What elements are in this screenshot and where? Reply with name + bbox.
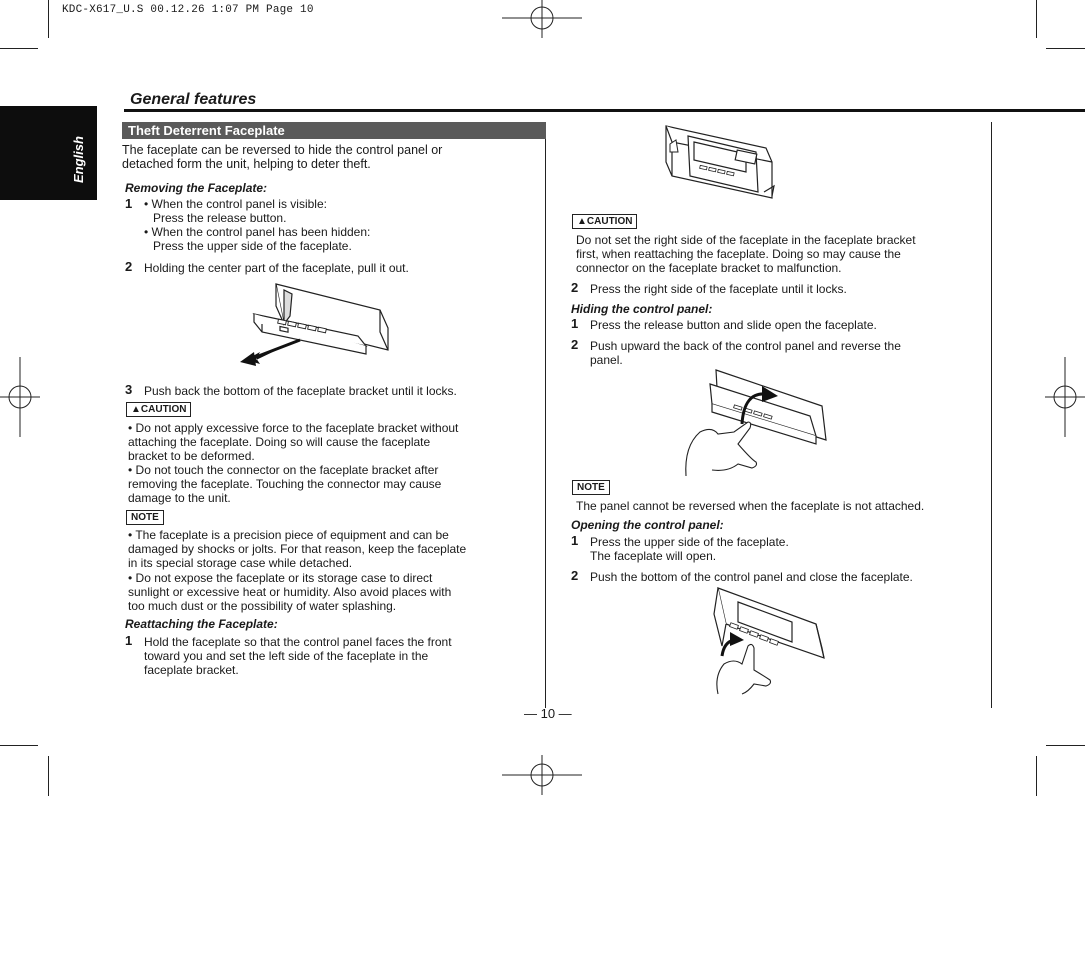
step-number: 2 <box>125 259 133 274</box>
step-text: Push the bottom of the control panel and close the faceplate. <box>590 570 913 584</box>
panel-close-illustration <box>704 584 834 699</box>
step-text: Press the upper side of the faceplate. <box>153 239 352 253</box>
step-text: Holding the center part of the faceplate, pull it out. <box>144 261 409 275</box>
removing-heading: Removing the Faceplate: <box>125 181 268 195</box>
step-number: 1 <box>571 316 579 331</box>
page-title: General features <box>130 91 257 108</box>
step-number: 1 <box>571 533 579 548</box>
language-tab-label: English <box>71 136 86 183</box>
opening-heading: Opening the control panel: <box>571 518 724 532</box>
subheading-bar: Theft Deterrent Faceplate <box>122 122 546 139</box>
caution-badge <box>572 214 637 229</box>
warning-triangle-icon: ▲ <box>577 216 587 227</box>
caution-badge <box>126 402 191 417</box>
faceplate-removal-illustration <box>240 280 400 380</box>
note-label: NOTE <box>131 512 159 523</box>
note-bullet: • The faceplate is a precision piece of equipment and can be damaged by shocks or jolts. For that reason, keep the faceplate in its special storage case while detached. <box>128 528 467 570</box>
step-text: Push upward the back of the control panel and reverse the panel. <box>590 339 901 367</box>
step-text: • When the control panel is visible: <box>144 197 327 211</box>
note-text: The panel cannot be reversed when the faceplate is not attached. <box>576 499 925 513</box>
step-number: 1 <box>125 196 133 211</box>
caution-bullet: • Do not touch the connector on the faceplate bracket after removing the faceplate. Touching the connector may cause damage to the unit. <box>128 463 442 505</box>
step-text: Push back the bottom of the faceplate bracket until it locks. <box>144 384 457 398</box>
caution-text: Do not set the right side of the faceplate in the faceplate bracket first, when reattaching the faceplate. Doing so may cause the connector on the faceplate bracket to malfunction. <box>576 233 916 275</box>
column-divider <box>545 122 546 708</box>
step-number: 2 <box>571 280 579 295</box>
step-text: Press the release button and slide open the faceplate. <box>590 318 877 332</box>
step-text: Press the upper side of the faceplate. The faceplate will open. <box>590 535 789 563</box>
panel-reverse-illustration <box>682 366 832 481</box>
note-bullet: • Do not expose the faceplate or its storage case to direct sunlight or excessive heat or humidity. Also avoid places with too much dust or the possibility of water splashing. <box>128 571 452 613</box>
step-number: 2 <box>571 337 579 352</box>
step-number: 3 <box>125 382 133 397</box>
column-divider-right <box>991 122 992 708</box>
step-text: Press the right side of the faceplate until it locks. <box>590 282 847 296</box>
reattaching-heading: Reattaching the Faceplate: <box>125 617 278 631</box>
hiding-heading: Hiding the control panel: <box>571 302 713 316</box>
note-label: NOTE <box>577 482 605 493</box>
step-number: 2 <box>571 568 579 583</box>
caution-label: CAUTION <box>140 404 187 415</box>
print-slug: KDC-X617_U.S 00.12.26 1:07 PM Page 10 <box>62 4 314 16</box>
page-number: — 10 — <box>524 706 572 721</box>
caution-bullet: • Do not apply excessive force to the faceplate bracket without attaching the faceplate. Doing so will cause the faceplate bracket to be deformed. <box>128 421 459 463</box>
title-rule <box>124 109 1085 112</box>
caution-label: CAUTION <box>586 216 633 227</box>
warning-triangle-icon: ▲ <box>131 404 141 415</box>
note-badge <box>572 480 610 495</box>
step-text: • When the control panel has been hidden: <box>144 225 371 239</box>
step-number: 1 <box>125 633 133 648</box>
faceplate-reattach-illustration <box>660 122 780 212</box>
step-text: Hold the faceplate so that the control panel faces the front toward you and set the left side of the faceplate in the faceplate bracket. <box>144 635 452 677</box>
intro-text: The faceplate can be reversed to hide the control panel or detached form the unit, helping to deter theft. <box>122 143 443 171</box>
note-badge <box>126 510 164 525</box>
step-text: Press the release button. <box>153 211 287 225</box>
